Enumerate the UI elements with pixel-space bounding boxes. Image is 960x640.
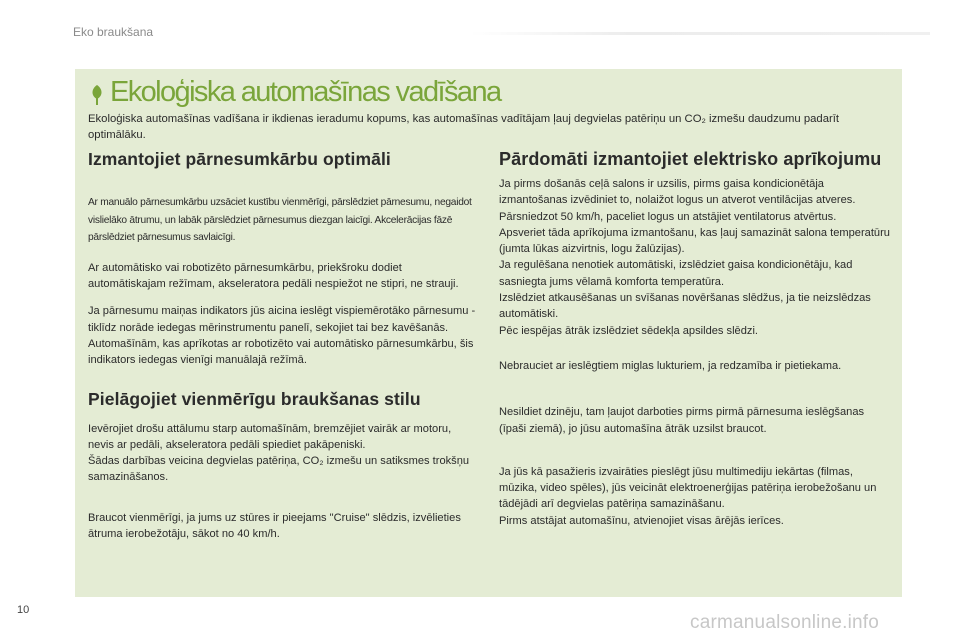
paragraph-speed-windows: Pārsniedzot 50 km/h, paceliet logus un atstājiet ventilatorus atvērtus. [499,210,837,223]
paragraph-air-conditioning: Ja regulēšana nenotiek automātiski, izslēdziet gaisa kondicionētāju, kad sasniegta jums vēlamā komforta temperatūra. [499,259,853,288]
paragraph-ventilate: Ja pirms došanās ceļā salons ir uzsilis, pirms gaisa kondicionētāja izmantošanas izvēdiniet to, nolaižot logus un atverot ventilācijas atveres. [499,178,856,207]
section-heading-gearbox: Izmantojiet pārnesumkārbu optimāli [88,149,391,169]
section-heading-driving-style: Pielāgojiet vienmērīgu braukšanas stilu [88,388,421,409]
paragraph-seat-heating: Pēc iespējas ātrāk izslēdziet sēdekļa apsildes slēdzi. [499,324,758,337]
paragraph-safe-distance: Ievērojiet drošu attālumu starp automašīnām, bremzējiet vairāk ar motoru, nevis ar pedāli, akseleratora pedāli spiediet pakāpeniski. [88,422,452,451]
paragraph-indicator-manual-mode: Automašīnām, kas aprīkotas ar robotizēto vai automātisko pārnesumkārbu, šis indikators iedegas vienīgi manuālajā režīmā. [88,337,474,367]
section-heading-electrical: Pārdomāti izmantojiet elektrisko aprīkojumu [499,149,882,169]
header-divider [470,32,930,35]
section-title: Eko braukšana [73,25,154,39]
watermark: carmanualsonline.info [690,612,880,633]
paragraph-automatic-gearbox: Ar automātisko vai robotizēto pārnesumkārbu, priekšroku dodiet automātiskajam režīmam, akseleratora pedāli nespiežot ne stipri, ne strauji. [88,261,459,291]
paragraph-cabin-temperature: Apsveriet tāda aprīkojuma izmantošanu, kas ļauj samazināt salona temperatūru (jumta lūkas aizvirtnis, logu žalūzijas). [499,226,890,256]
paragraph-manual-gearbox: Ar manuālo pārnesumkārbu uzsāciet kustību vienmērīgi, pārslēdziet pārnesumu, negaidot vislielāko ātrumu, un labāk pārslēdziet pārnesumus diezgan laicīgi. Akcelerācijas fāzē pārslēdziet pārnesumus savlaicīgi. [88,197,472,244]
paragraph-shift-indicator: Ja pārnesumu maiņas indikators jūs aicina ieslēgt vispiemērotāko pārnesumu - tiklīdz norāde iedegas mērinstrumentu panelī, sekojiet tai bez kavēšanās. [88,305,476,334]
leaf-icon [90,85,104,105]
page-header [0,0,960,60]
intro-text: Ekoloģiska automašīnas vadīšana ir ikdienas ieradumu kopums, kas automašīnas vadītājam ļauj degvielas patēriņu un CO₂ izmešu daudzumu padarīt optimālāku. [88,113,840,141]
paragraph-cruise: Braucot vienmērīgi, ja jums uz stūres ir pieejams "Cruise" slēdzis, izvēlieties ātruma ierobežotāju, sākot no 40 km/h. [88,511,461,541]
page-title: Ekoloģiska automašīnas vadīšana [110,76,501,108]
paragraph-engine-warmup: Nesildiet dzinēju, tam ļaujot darboties pirms pirmā pārnesuma ieslēgšanas (īpaši ziemā), jo jūsu automašīna ātrāk uzsilst braucot. [499,406,865,435]
paragraph-disconnect-devices: Pirms atstājat automašīnu, atvienojiet visas ārējās ierīces. [499,514,784,527]
page-number: 10 [17,604,30,616]
paragraph-multimedia: Ja jūs kā pasažieris izvairāties pieslēgt jūsu multimediju iekārtas (filmas, mūzika, video spēles), jūs veicināt elektroenerģijas patēriņa ierobežošanu un tādējādi arī degvielas patēriņa samazināšanu. [499,465,877,511]
paragraph-emissions: Šādas darbības veicina degvielas patēriņa, CO₂ izmešu un satiksmes trokšņu samazināšanos. [88,455,470,484]
right-column [499,149,891,529]
left-column [88,149,480,542]
paragraph-fog-lights: Nebrauciet ar ieslēgtiem miglas lukturiem, ja redzamība ir pietiekama. [499,359,842,372]
paragraph-defrost: Izslēdziet atkausēšanas un svīšanas novēršanas slēdžus, ja tie neizslēdzas automātiski. [499,292,871,321]
